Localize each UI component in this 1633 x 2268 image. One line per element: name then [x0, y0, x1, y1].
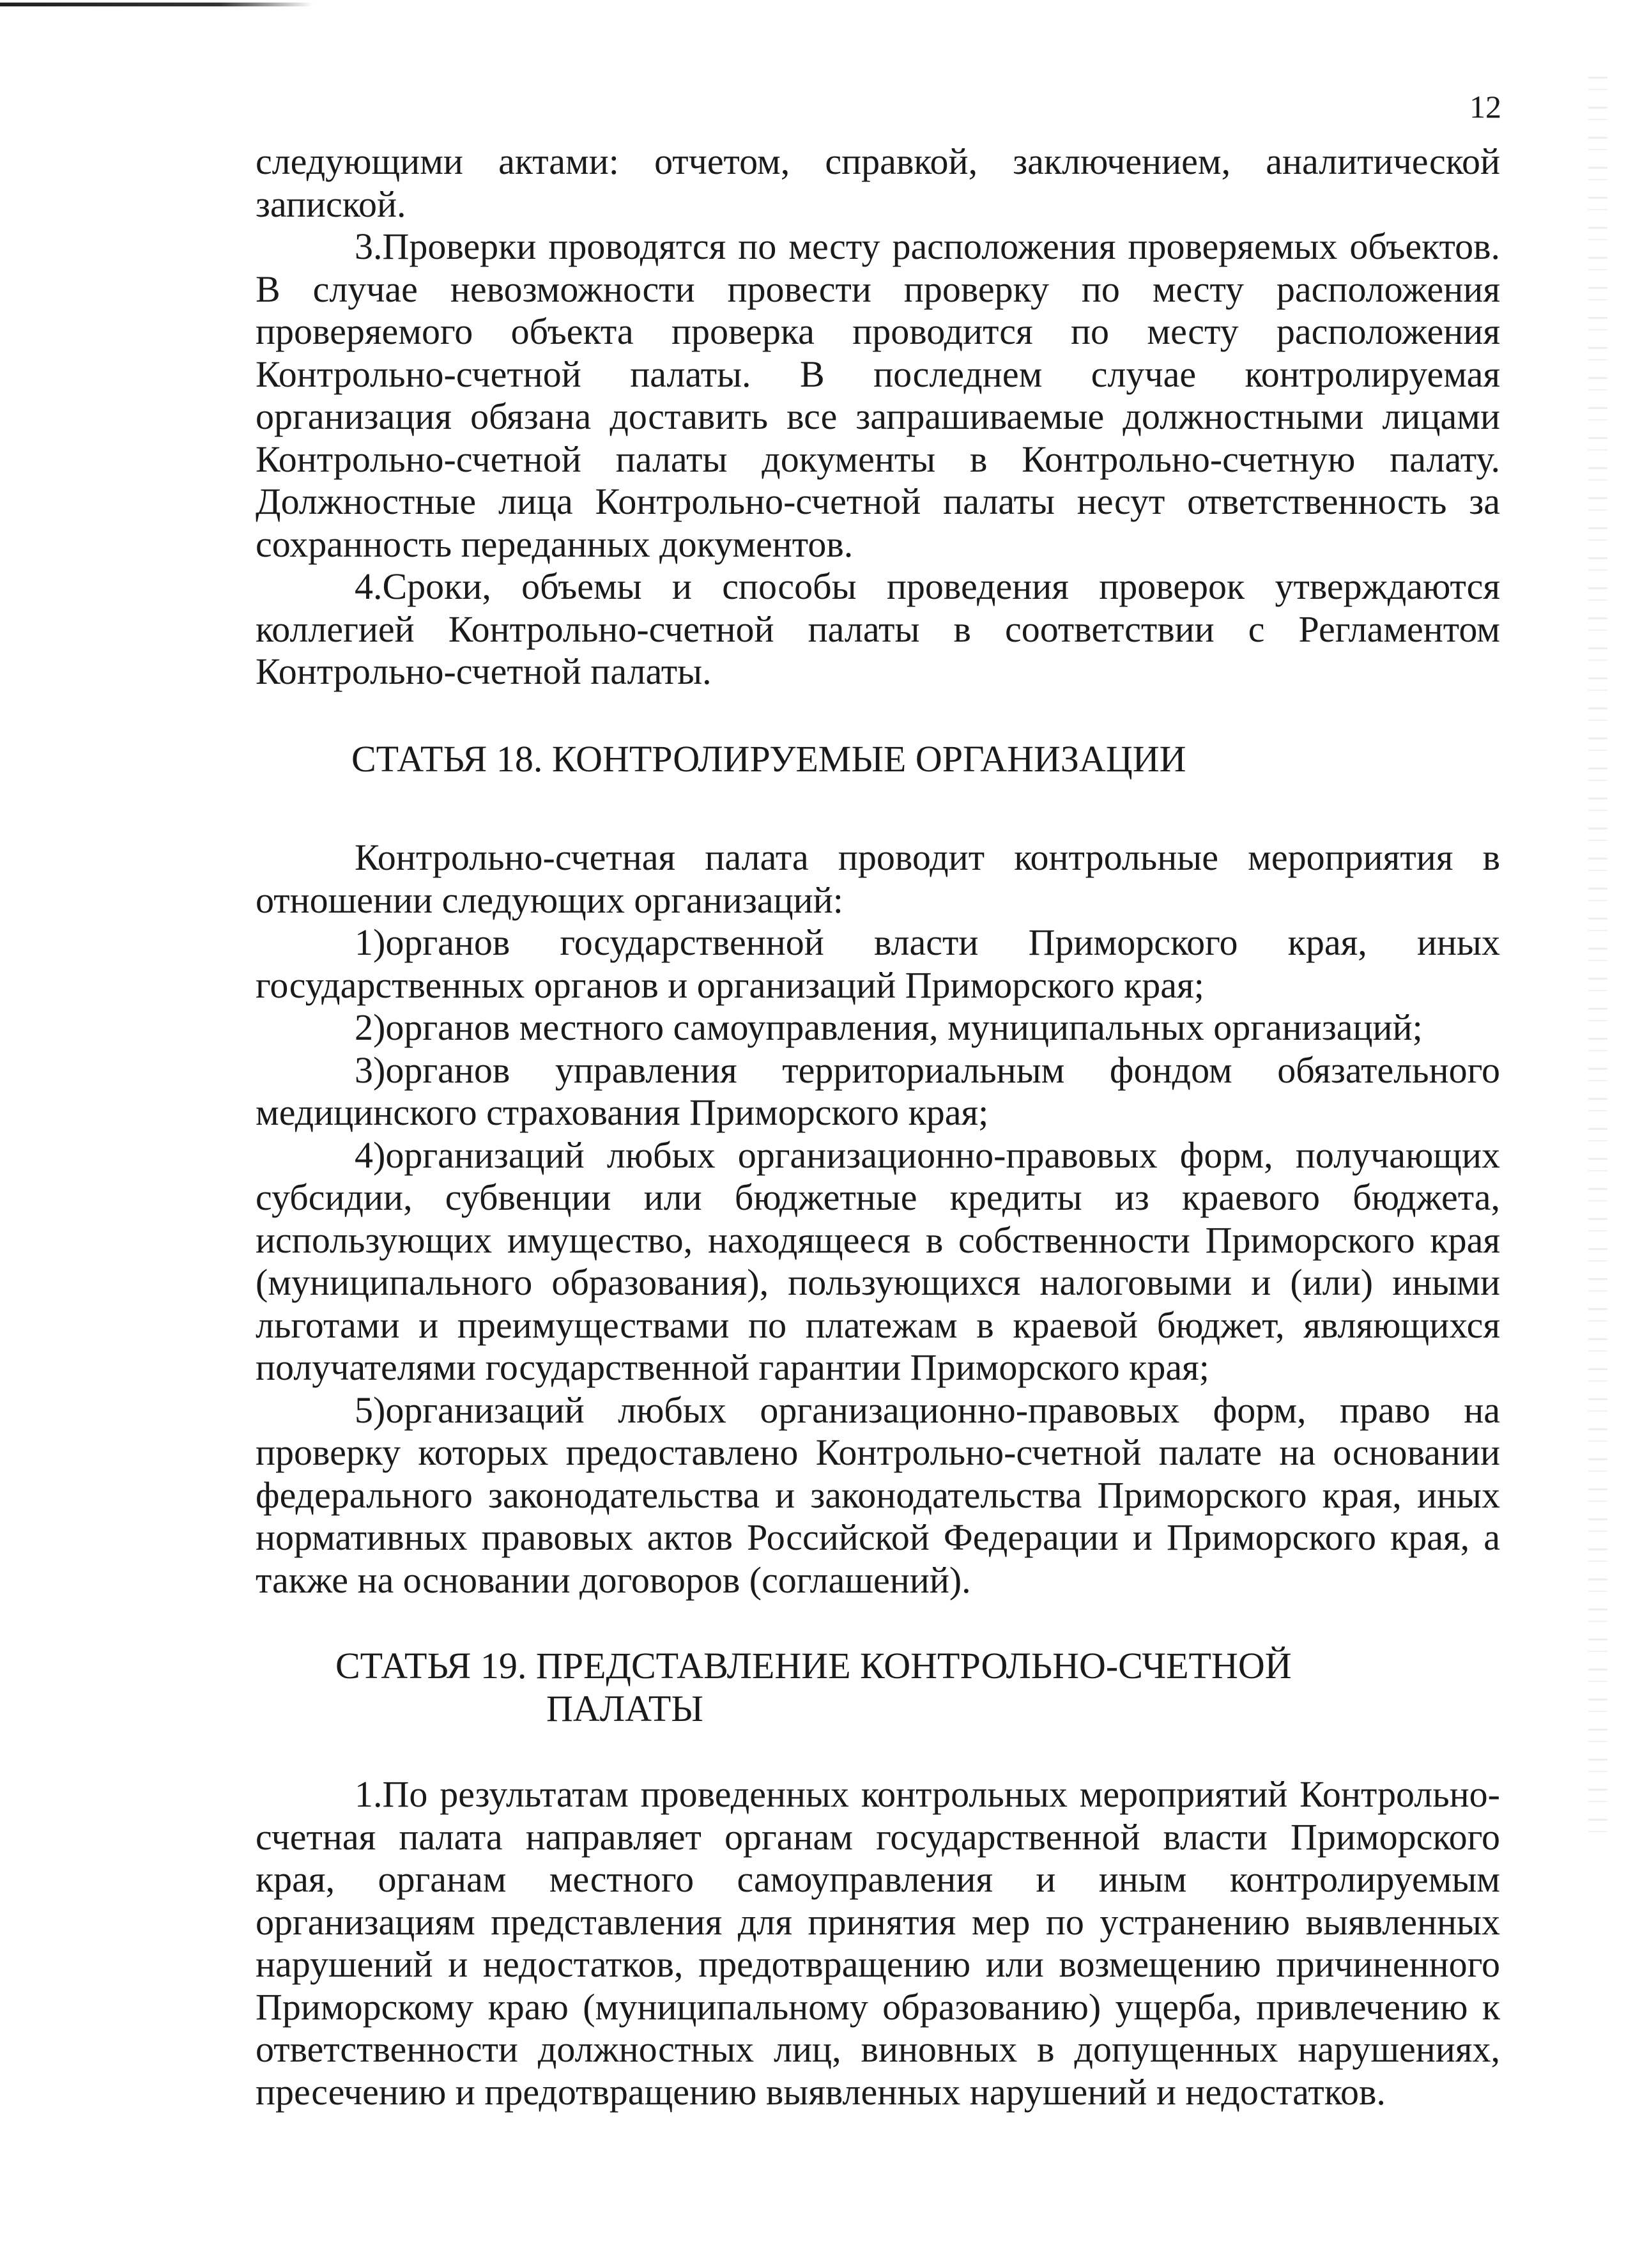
- article-18-item-4: 4)организаций любых организационно-правовых форм, получающих субсидии, субвенции или бюджетные кредиты из краевого бюджета, использующих имущество, находящееся в собственности Приморского края (муниципального образования), пользующихся налоговыми и (или) иными льготами и преимуществами по платежам в краевой бюджет, являющихся получателями государственной гарантии Приморского края;: [256, 1134, 1500, 1388]
- paragraph-item-4: 4.Сроки, объемы и способы проведения проверок утверждаются коллегией Контрольно-счетной палаты в соответствии с Регламентом Контрольно-счетной палаты.: [256, 566, 1500, 692]
- paragraph-item-3: 3.Проверки проводятся по месту расположения проверяемых объектов. В случае невозможности провести проверку по месту расположения проверяемого объекта проверка проводится по месту расположения Контрольно-счетной палаты. В последнем случае контролируемая организация обязана доставить все запрашиваемые должностными лицами Контрольно-счетной палаты документы в Контрольно-счетную палату. Должностные лица Контрольно-счетной палаты несут ответственность за сохранность переданных документов.: [256, 226, 1500, 565]
- article-19-heading: [256, 1645, 1500, 1730]
- paragraph-continuation: следующими актами: отчетом, справкой, заключением, аналитической запиской.: [256, 141, 1500, 225]
- article-18-item-1: 1)органов государственной власти Приморского края, иных государственных органов и организаций Приморского края;: [256, 922, 1500, 1006]
- article-19-heading-line2: ПАЛАТЫ: [546, 1687, 703, 1729]
- scan-edge-noise: [1588, 77, 1607, 1834]
- article-18-intro: Контрольно-счетная палата проводит контрольные мероприятия в отношении следующих организаций:: [256, 837, 1500, 921]
- article-18-item-3: 3)органов управления территориальным фондом обязательного медицинского страхования Приморского края;: [256, 1049, 1500, 1133]
- document-body: [256, 141, 1500, 2113]
- scan-artifact-line: [0, 3, 313, 6]
- article-19-item-1: 1.По результатам проведенных контрольных мероприятий Контрольно-счетная палата направляет органам государственной власти Приморского края, органам местного самоуправления и иным контролируемым организациям представления для принятия мер по устранению выявленных нарушений и недостатков, предотвращению или возмещению причиненного Приморскому краю (муниципальному образованию) ущерба, привлечению к ответственности должностных лиц, виновных в допущенных нарушениях, пресечению и предотвращению выявленных нарушений и недостатков.: [256, 1773, 1500, 2113]
- article-18-heading: СТАТЬЯ 18. КОНТРОЛИРУЕМЫЕ ОРГАНИЗАЦИИ: [351, 737, 1186, 780]
- article-18-item-2: 2)органов местного самоуправления, муниципальных организаций;: [355, 1007, 1423, 1048]
- article-19-heading-line1: СТАТЬЯ 19. ПРЕДСТАВЛЕНИЕ КОНТРОЛЬНО-СЧЕТНОЙ: [335, 1645, 1292, 1686]
- article-18-item-5: 5)организаций любых организационно-правовых форм, право на проверку которых предоставлено Контрольно-счетной палате на основании федерального законодательства и законодательства Приморского края, иных нормативных правовых актов Российской Федерации и Приморского края, а также на основании договоров (соглашений).: [256, 1389, 1500, 1601]
- page-number: 12: [1469, 89, 1501, 125]
